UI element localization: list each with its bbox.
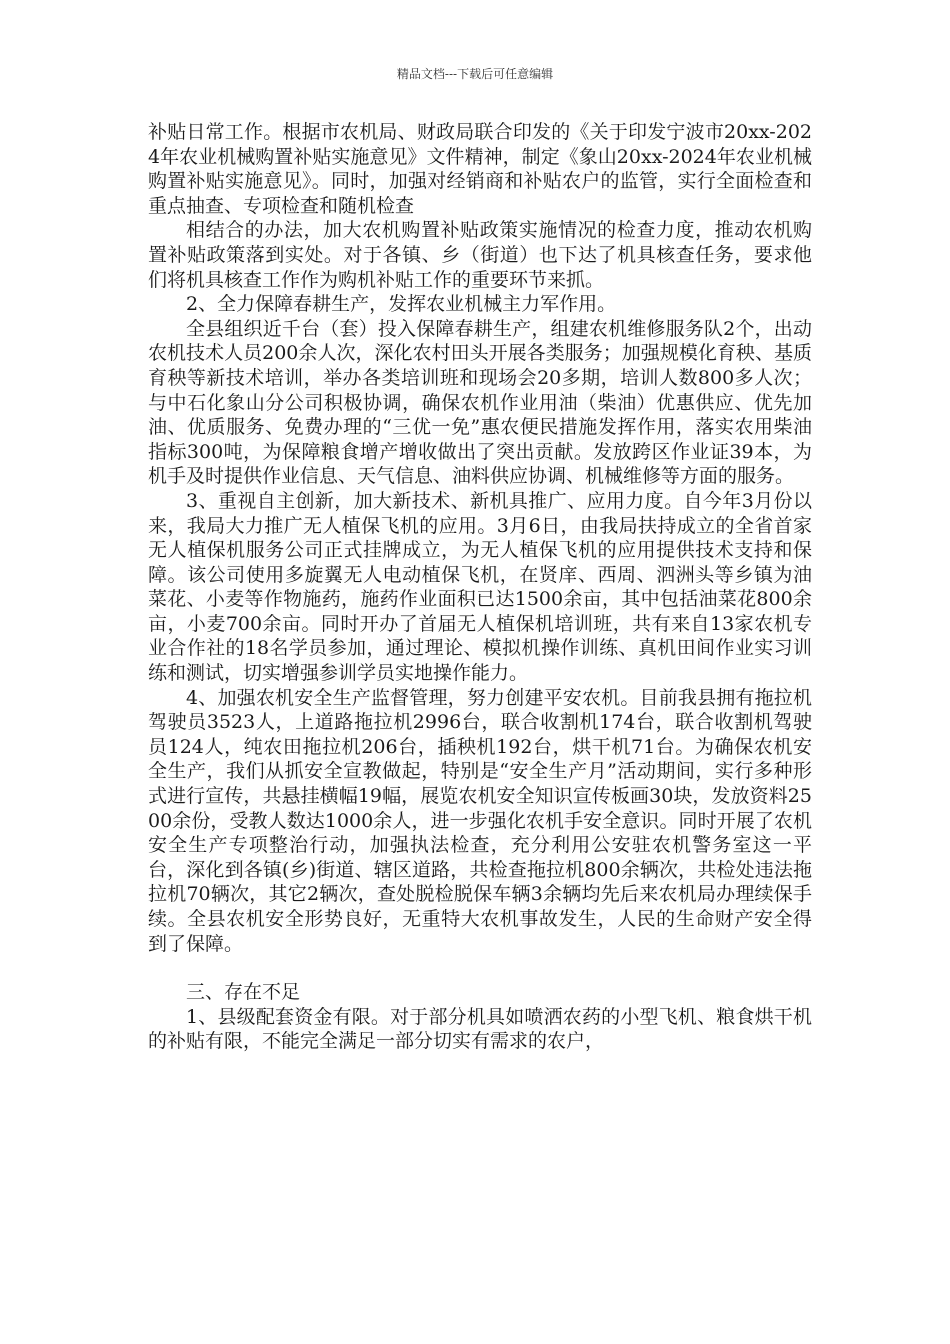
paragraph-funding: 1、县级配套资金有限。对于部分机具如喷洒农药的小型飞机、粮食烘干机的补贴有限，不能完全满足一部分切实有需求的农户， <box>148 1005 812 1053</box>
paragraph-inspection: 相结合的办法，加大农机购置补贴政策实施情况的检查力度，推动农机购置补贴政策落到实处。对于各镇、乡（街道）也下达了机具核查任务，要求他们将机具核查工作作为购机补贴工作的重要环节来抓。 <box>148 219 812 291</box>
section-heading-shortcomings: 三、存在不足 <box>186 981 301 1004</box>
paragraph-spring-plowing: 全县组织近千台（套）投入保障春耕生产，组建农机维修服务队2个，出动农机技术人员200余人次，深化农村田头开展各类服务；加强规模化育秧、基质育秧等新技术培训，举办各类培训班和现场会20多期，培训人数800多人次；与中石化象山分公司积极协调，确保农机作业用油（柴油）优惠供应、优先加油、优质服务、免费办理的“三优一免”惠农便民措施发挥作用，落实农用柴油指标300吨，为保障粮食增产增收做出了突出贡献。发放跨区作业证39本，为机手及时提供作业信息、天气信息、油料供应协调、机械维修等方面的服务。 <box>148 317 812 488</box>
paragraph-safety: 4、加强农机安全生产监督管理，努力创建平安农机。目前我县拥有拖拉机驾驶员3523人，上道路拖拉机2996台，联合收割机174台，联合收割机驾驶员124人，纯农田拖拉机206台，插秧机192台，烘干机71台。为确保农机安全生产，我们从抓安全宣教做起，特别是“安全生产月”活动期间，实行多种形式进行宣传，共悬挂横幅19幅，展览农机安全知识宣传板画30块，发放资料2500余份，受教人数达1000余人，进一步强化农机手安全意识。同时开展了农机安全生产专项整治行动，加强执法检查，充分利用公安驻农机警务室这一平台，深化到各镇(乡)街道、辖区道路，共检查拖拉机800余辆次，共检处违法拖拉机70辆次，其它2辆次，查处脱检脱保车辆3余辆均先后来农机局办理续保手续。全县农机安全形势良好，无重特大农机事故发生，人民的生命财产安全得到了保障。 <box>148 686 812 955</box>
document-body <box>148 120 812 1054</box>
paragraph-heading-spring-plowing: 2、全力保障春耕生产，发挥农业机械主力军作用。 <box>186 293 617 316</box>
paragraph-subsidy-work: 补贴日常工作。根据市农机局、财政局联合印发的《关于印发宁波市20xx-2024年农业机械购置补贴实施意见》文件精神，制定《象山20xx-2024年农业机械购置补贴实施意见》。同时，加强对经销商和补贴农户的监管，实行全面检查和重点抽查、专项检查和随机检查 <box>148 121 812 217</box>
page-header: 精品文档---下载后可任意编辑 <box>396 67 554 81</box>
paragraph-innovation: 3、重视自主创新，加大新技术、新机具推广、应用力度。自今年3月份以来，我局大力推广无人植保飞机的应用。3月6日，由我局扶持成立的全省首家无人植保机服务公司正式挂牌成立，为无人植保飞机的应用提供技术支持和保障。该公司使用多旋翼无人电动植保飞机，在贤庠、西周、泗洲头等乡镇为油菜花、小麦等作物施药，施药作业面积已达1500余亩，其中包括油菜花800余亩，小麦700余亩。同时开办了首届无人植保机培训班，共有来自13家农机专业合作社的18名学员参加，通过理论、模拟机操作训练、真机田间作业实习训练和测试，切实增强参训学员实地操作能力。 <box>148 489 812 685</box>
